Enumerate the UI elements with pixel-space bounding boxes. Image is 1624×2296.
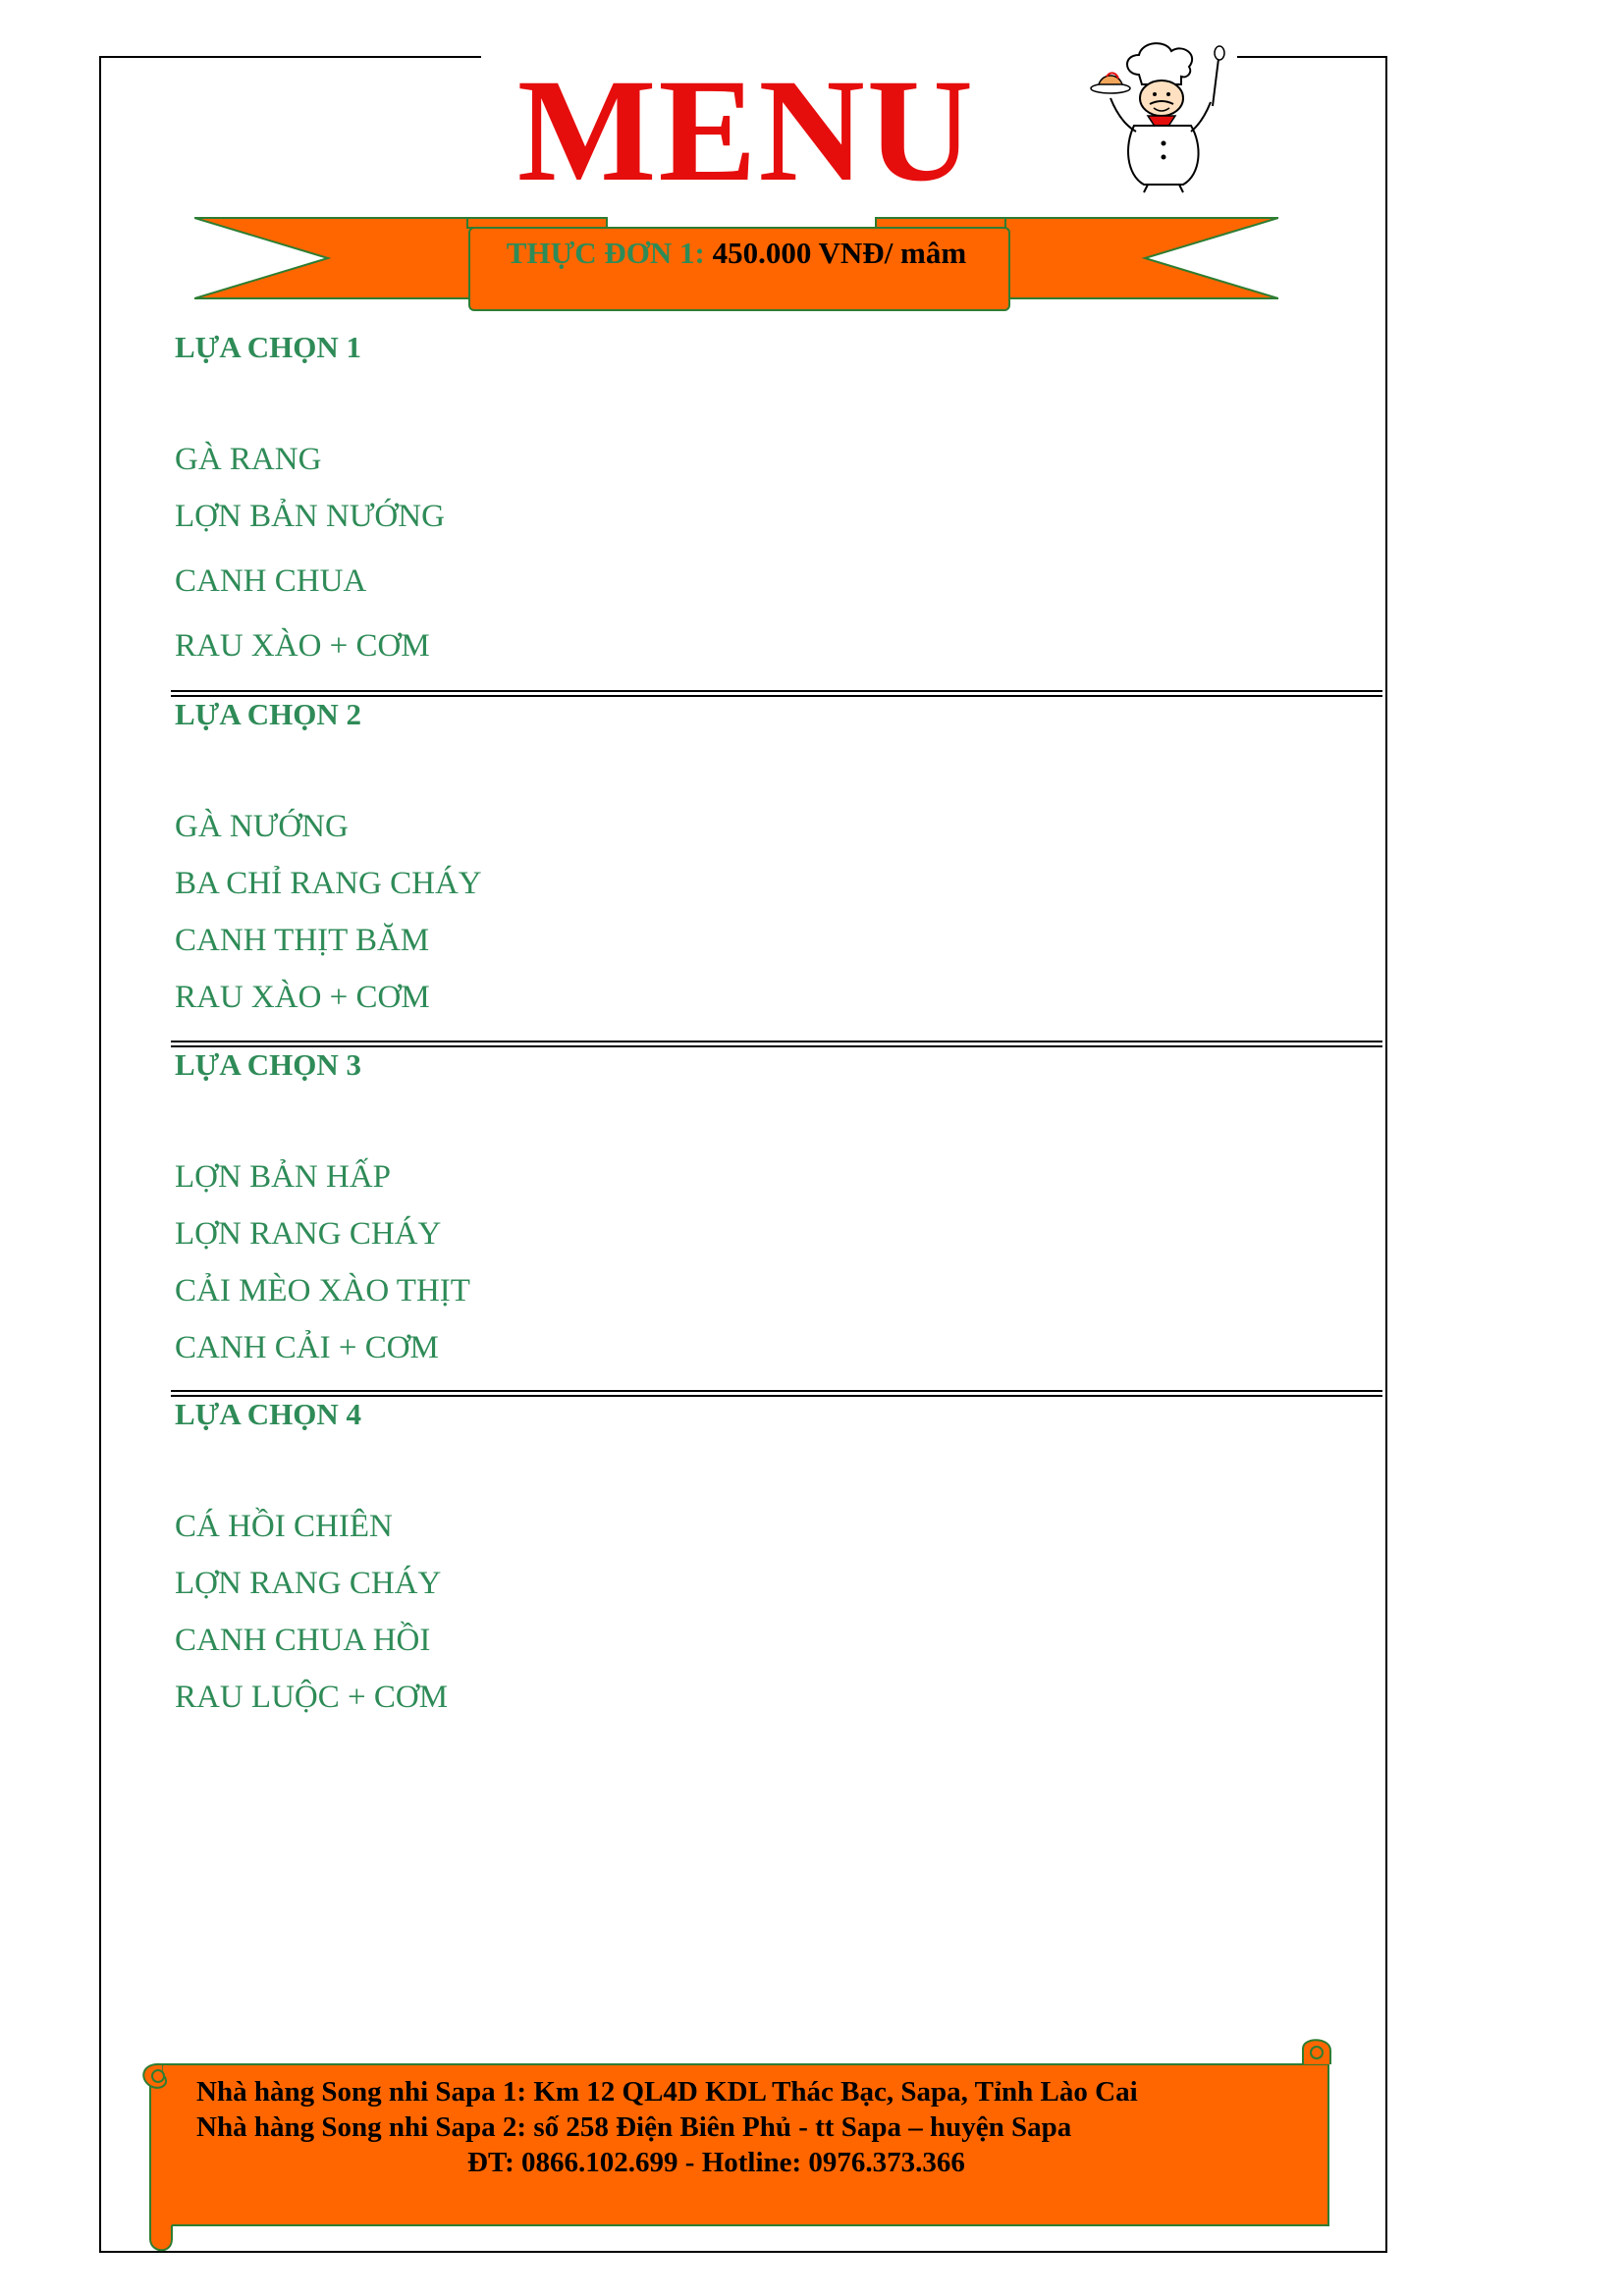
menu-item: CẢI MÈO XÀO THỊT [175,1273,470,1308]
menu-item: LỢN BẢN HẤP [175,1159,392,1195]
menu-item: RAU XÀO + CƠM [175,628,430,664]
menu-item: CANH CHUA [175,563,367,599]
menu-title: MENU [516,49,976,212]
banner-text [461,236,1011,275]
section-heading: LỰA CHỌN 2 [175,697,362,731]
menu-section-1 [175,328,1255,662]
footer-address-2: Nhà hàng Song nhi Sapa 2: số 258 Điện Biên Phủ - tt Sapa – huyện Sapa [196,2111,1072,2143]
menu-item: GÀ RANG [175,442,322,477]
menu-item: CANH THỊT BĂM [175,923,430,958]
section-heading: LỰA CHỌN 1 [175,330,362,364]
menu-item: LỢN RANG CHÁY [175,1216,442,1252]
banner-label: THỰC ĐƠN 1: [506,236,705,270]
menu-item: GÀ NƯỚNG [175,809,349,844]
menu-item: CANH CHUA HỒI [175,1623,431,1658]
footer-phone: ĐT: 0866.102.699 - Hotline: 0976.373.366 [467,2147,965,2178]
menu-section-2 [175,695,1255,1025]
banner-price: 450.000 VNĐ/ mâm [704,236,967,270]
menu-item: LỢN BẢN NƯỚNG [175,499,445,534]
menu-item: CÁ HỒI CHIÊN [175,1509,393,1544]
menu-item: RAU XÀO + CƠM [175,980,430,1015]
menu-section-4 [175,1395,1255,1725]
section-heading: LỰA CHỌN 3 [175,1047,362,1082]
menu-item: BA CHỈ RANG CHÁY [175,866,482,901]
menu-item: RAU LUỘC + CƠM [175,1680,449,1715]
chef-icon [1085,37,1242,194]
footer-address-1: Nhà hàng Song nhi Sapa 1: Km 12 QL4D KDL Thác Bạc, Sapa, Tỉnh Lào Cai [196,2076,1138,2108]
menu-item: LỢN RANG CHÁY [175,1566,442,1601]
section-heading: LỰA CHỌN 4 [175,1397,362,1431]
menu-item: CANH CẢI + CƠM [175,1330,439,1365]
menu-section-3 [175,1045,1255,1375]
